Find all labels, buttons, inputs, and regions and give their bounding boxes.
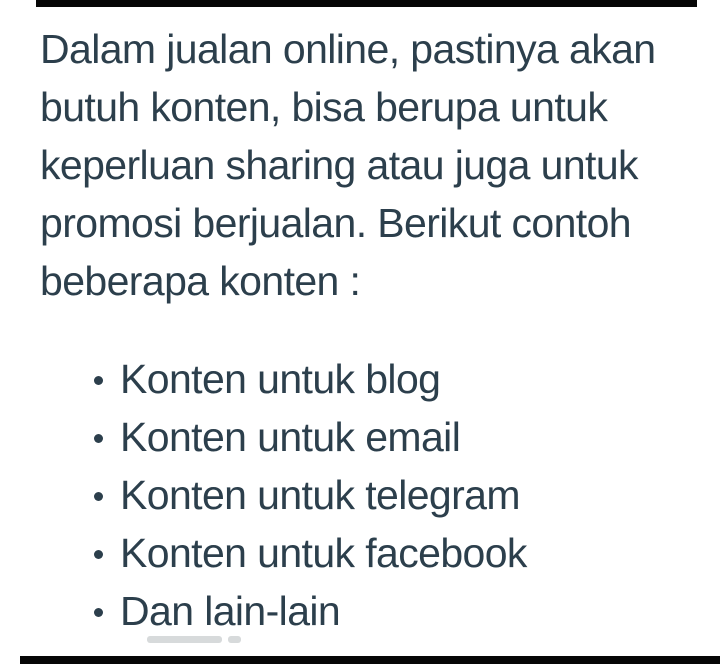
bullet-icon [94, 376, 103, 385]
list-item [94, 466, 720, 524]
cropped-next-line-artifact [228, 636, 241, 643]
list-item [94, 524, 720, 582]
list-item [94, 350, 720, 408]
list-item-label: Konten untuk email [120, 413, 461, 460]
list-item [94, 582, 720, 640]
list-item-label: Konten untuk telegram [120, 471, 520, 518]
cropped-next-line-artifact [147, 636, 222, 643]
paragraph-line: butuh konten, bisa berupa untuk [40, 84, 608, 130]
top-crop-artifact-bar [36, 0, 697, 7]
intro-paragraph [40, 20, 720, 310]
list-item-label: Konten untuk blog [120, 355, 441, 402]
bullet-icon [94, 434, 103, 443]
list-item-label: Konten untuk facebook [120, 529, 527, 576]
paragraph-line: beberapa konten : [40, 258, 361, 304]
bullet-icon [94, 608, 103, 617]
bullet-icon [94, 492, 103, 501]
paragraph-line: keperluan sharing atau juga untuk [40, 142, 638, 188]
bottom-crop-artifact-bar [20, 656, 720, 664]
paragraph-line: promosi berjualan. Berikut contoh [40, 200, 631, 246]
paragraph-line: Dalam jualan online, pastinya akan [40, 26, 656, 72]
list-item-label: Dan lain-lain [120, 587, 341, 634]
list-item [94, 408, 720, 466]
bullet-icon [94, 550, 103, 559]
content-examples-list [0, 350, 720, 640]
